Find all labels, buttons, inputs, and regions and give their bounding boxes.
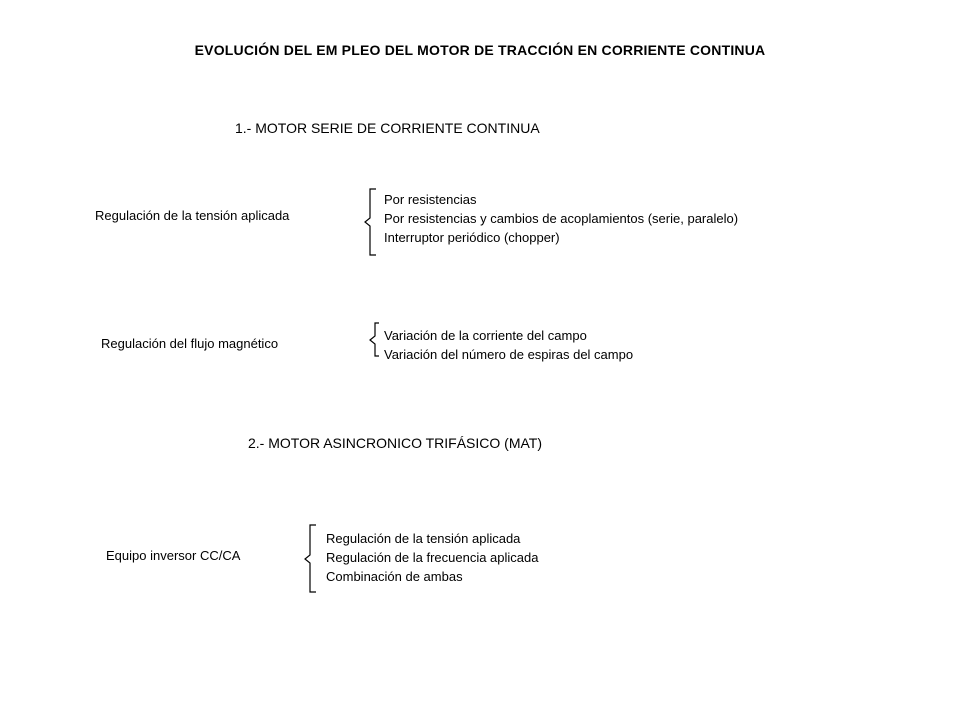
page-title: EVOLUCIÓN DEL EM PLEO DEL MOTOR DE TRACCIÓN EN CORRIENTE CONTINUA <box>194 42 766 58</box>
list-item: Variación del número de espiras del campo <box>384 347 634 362</box>
list-item: Combinación de ambas <box>326 569 463 584</box>
list-item: Por resistencias y cambios de acoplamientos (serie, paralelo) <box>384 211 739 226</box>
list-item: Por resistencias <box>384 192 477 207</box>
brace-voltage-regulation <box>362 188 382 258</box>
list-item: Interruptor periódico (chopper) <box>384 230 560 245</box>
list-item: Regulación de la frecuencia aplicada <box>326 550 539 565</box>
group-label-voltage-regulation: Regulación de la tensión aplicada <box>95 208 290 223</box>
section-1-heading: 1.- MOTOR SERIE DE CORRIENTE CONTINUA <box>235 120 540 136</box>
group-label-magnetic-flux-regulation: Regulación del flujo magnético <box>101 336 279 351</box>
brace-magnetic-flux-regulation <box>368 322 384 358</box>
group-label-inverter-equipment: Equipo inversor CC/CA <box>106 548 241 563</box>
section-2-heading: 2.- MOTOR ASINCRONICO TRIFÁSICO (MAT) <box>248 435 543 451</box>
list-item: Regulación de la tensión aplicada <box>326 531 521 546</box>
list-item: Variación de la corriente del campo <box>384 328 587 343</box>
brace-inverter-equipment <box>302 524 322 594</box>
